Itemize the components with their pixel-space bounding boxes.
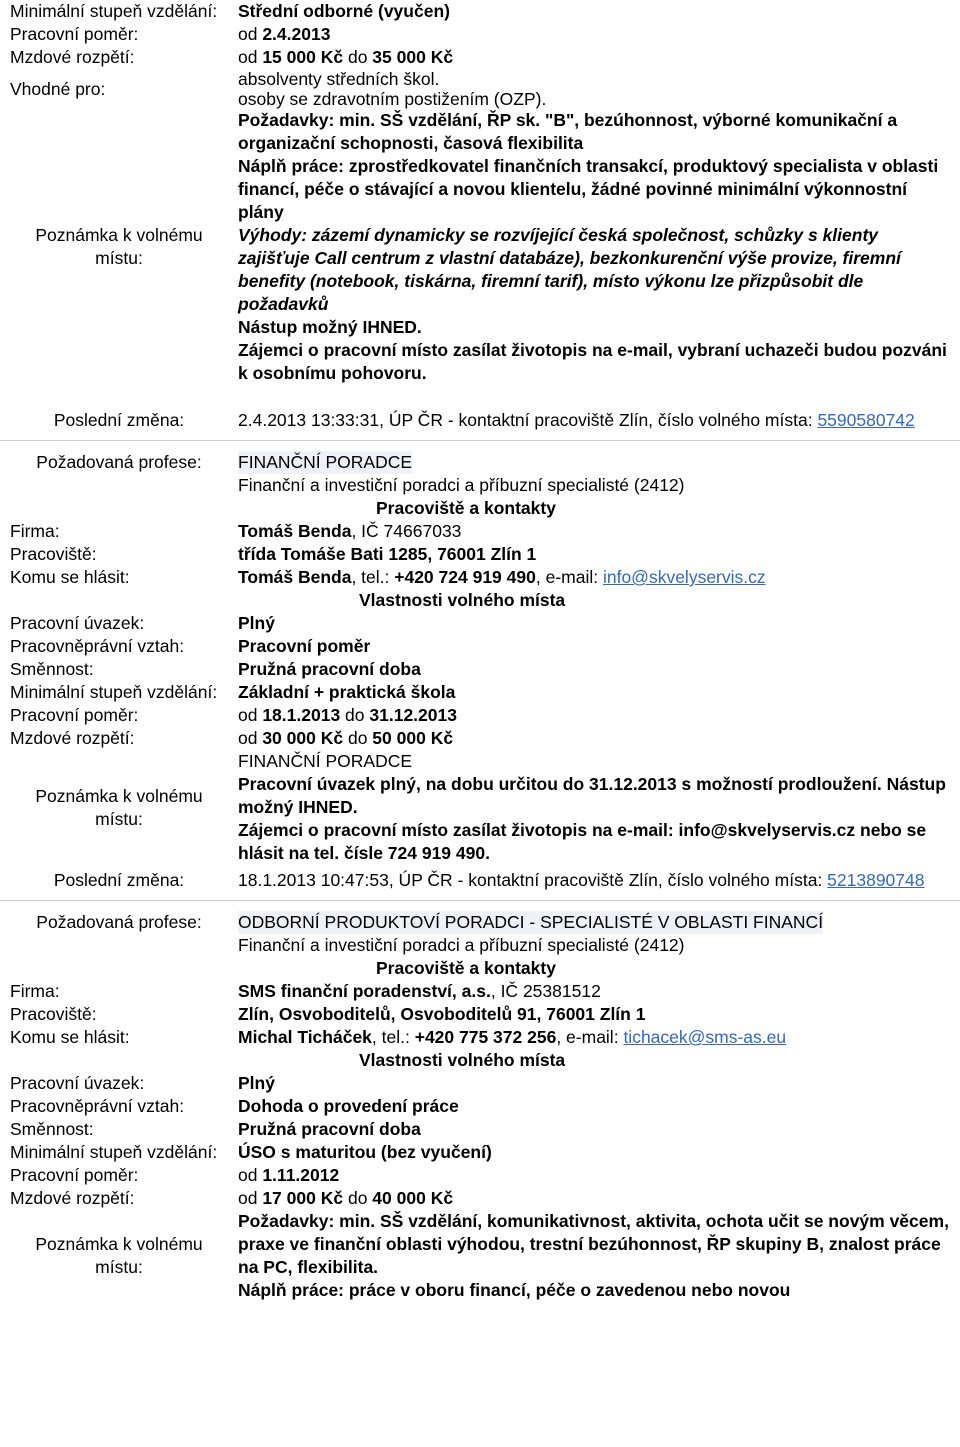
workplace-label: Pracoviště: [10, 1004, 97, 1024]
vacancy-id-link[interactable]: 5213890748 [827, 870, 925, 890]
salary-label: Mzdové rozpětí: [10, 1188, 135, 1208]
contact-row [0, 566, 960, 589]
note-benefits: Výhody: zázemí dynamicky se rozvíjející česká společnost, schůzky s klienty zajišťuje Call centrum z vlastní databáze), bezkonkurenční výše provize, firemní benefity (notebook, tiskárna, firemní tarif), místo výkonu lze přizpůsobit dle požadavků [238, 225, 901, 314]
note-duties: Náplň práce: práce v oboru financí, péče o zavedenou nebo novou [238, 1280, 791, 1300]
last-change-row [0, 869, 960, 892]
contact-label: Komu se hlásit: [10, 1027, 130, 1047]
profession-row [0, 900, 960, 934]
labor-rel-label: Pracovněprávní vztah: [10, 1096, 185, 1116]
work-rel-value: od 2.4.2013 [238, 24, 331, 44]
note-value [238, 1210, 960, 1302]
shift-row [0, 658, 960, 681]
min-edu-value: Střední odborné (vyučen) [238, 1, 450, 21]
workload-value: Plný [238, 613, 275, 633]
work-rel-row [0, 1164, 960, 1187]
contact-row [0, 1026, 960, 1049]
section-header-contacts: Pracoviště a kontakty [376, 958, 556, 978]
suitable-item: osoby se zdravotním postižením (OZP). [238, 89, 547, 109]
workplace-row [0, 1003, 960, 1026]
suitable-value [238, 69, 960, 109]
last-change-value: 2.4.2013 13:33:31, ÚP ČR - kontaktní pracoviště Zlín, číslo volného místa: 5590580742 [238, 410, 915, 430]
category-row [0, 934, 960, 957]
work-rel-value: od 18.1.2013 do 31.12.2013 [238, 705, 457, 725]
note-title: FINANČNÍ PORADCE [238, 751, 413, 771]
section-header-props: Vlastnosti volného místa [359, 1050, 566, 1070]
firm-value: SMS finanční poradenství, a.s., IČ 25381512 [238, 981, 601, 1001]
last-change-row [0, 409, 960, 432]
category-row [0, 474, 960, 497]
note-row [0, 109, 960, 385]
work-rel-label: Pracovní poměr: [10, 1165, 139, 1185]
note-row [0, 1210, 960, 1302]
note-apply: Zájemci o pracovní místo zasílat životopis na e-mail: info@skvelyservis.cz nebo se hlásit na tel. čísle 724 919 490. [238, 820, 927, 863]
firm-row [0, 980, 960, 1003]
labor-rel-value: Dohoda o provedení práce [238, 1096, 459, 1116]
contact-value: Michal Ticháček, tel.: +420 775 372 256, e-mail: tichacek@sms-as.eu [238, 1027, 787, 1047]
min-edu-row [0, 681, 960, 704]
note-requirements: Požadavky: min. SŠ vzdělání, ŘP sk. "B", bezúhonnost, výborné komunikační a organizační schopnosti, časová flexibilita [238, 110, 898, 153]
min-edu-row [0, 1141, 960, 1164]
profession-label: Požadovaná profese: [36, 912, 202, 932]
contact-label: Komu se hlásit: [10, 567, 130, 587]
category-value: Finanční a investiční poradci a příbuzní specialisté (2412) [238, 475, 685, 495]
profession-value [238, 911, 960, 934]
profession-value [238, 451, 960, 474]
salary-label: Mzdové rozpětí: [10, 728, 135, 748]
min-edu-label: Minimální stupeň vzdělání: [10, 1142, 218, 1162]
suitable-label: Vhodné pro: [10, 78, 106, 99]
workplace-row [0, 543, 960, 566]
salary-value: od 17 000 Kč do 40 000 Kč [238, 1188, 454, 1208]
contact-value: Tomáš Benda, tel.: +420 724 919 490, e-mail: info@skvelyservis.cz [238, 567, 766, 587]
note-label: Poznámka k volnému místu: [35, 785, 203, 829]
last-change-label: Poslední změna: [53, 870, 185, 890]
labor-rel-label: Pracovněprávní vztah: [10, 636, 185, 656]
last-change-label: Poslední změna: [53, 410, 185, 430]
profession-title: FINANČNÍ PORADCE [238, 452, 413, 472]
work-rel-row [0, 704, 960, 727]
workplace-value: Zlín, Osvoboditelů, Osvoboditelů 91, 76001 Zlín 1 [238, 1004, 646, 1024]
work-rel-label: Pracovní poměr: [10, 705, 139, 725]
salary-row [0, 727, 960, 750]
suitable-row [0, 69, 960, 109]
shift-label: Směnnost: [10, 1119, 94, 1139]
contact-email-link[interactable]: tichacek@sms-as.eu [623, 1027, 787, 1047]
min-edu-label: Minimální stupeň vzdělání: [10, 682, 218, 702]
workload-label: Pracovní úvazek: [10, 613, 145, 633]
min-edu-label: Minimální stupeň vzdělání: [10, 1, 218, 21]
salary-row [0, 46, 960, 69]
work-rel-row [0, 23, 960, 46]
contact-email-link[interactable]: info@skvelyservis.cz [602, 567, 766, 587]
salary-label: Mzdové rozpětí: [10, 47, 135, 67]
suitable-item: absolventy středních škol. [238, 69, 440, 89]
section-header-props: Vlastnosti volného místa [359, 590, 566, 610]
labor-rel-row [0, 635, 960, 658]
min-edu-value: Základní + praktická škola [238, 682, 456, 702]
work-rel-value: od 1.11.2012 [238, 1165, 340, 1185]
note-label: Poznámka k volnému místu: [35, 225, 203, 268]
salary-value: od 30 000 Kč do 50 000 Kč [238, 728, 454, 748]
workload-label: Pracovní úvazek: [10, 1073, 145, 1093]
salary-value: od 15 000 Kč do 35 000 Kč [238, 47, 454, 67]
workload-value: Plný [238, 1073, 275, 1093]
note-apply: Zájemci o pracovní místo zasílat životopis na e-mail, vybraní uchazeči budou pozváni k osobnímu pohovoru. [238, 340, 947, 383]
shift-value: Pružná pracovní doba [238, 1119, 421, 1139]
labor-rel-row [0, 1095, 960, 1118]
note-terms: Pracovní úvazek plný, na dobu určitou do 31.12.2013 s možností prodloužení. Nástup možný IHNED. [238, 774, 946, 817]
shift-row [0, 1118, 960, 1141]
salary-row [0, 1187, 960, 1210]
last-change-value: 18.1.2013 10:47:53, ÚP ČR - kontaktní pracoviště Zlín, číslo volného místa: 5213890748 [238, 870, 925, 890]
profession-row [0, 440, 960, 474]
firm-label: Firma: [10, 521, 60, 541]
min-edu-value: ÚSO s maturitou (bez vyučení) [238, 1142, 492, 1162]
note-duties: Náplň práce: zprostředkovatel finančních transakcí, produktový specialista v oblasti financí, péče o stávající a novou klientelu, žádné povinné minimální výkonnostní plány [238, 156, 939, 222]
firm-label: Firma: [10, 981, 60, 1001]
note-label: Poznámka k volnému místu: [35, 1234, 203, 1277]
note-start: Nástup možný IHNED. [238, 317, 422, 337]
section-header-contacts: Pracoviště a kontakty [376, 498, 556, 518]
profession-label: Požadovaná profese: [36, 452, 202, 472]
category-value: Finanční a investiční poradci a příbuzní specialisté (2412) [238, 935, 685, 955]
workplace-label: Pracoviště: [10, 544, 97, 564]
note-value [238, 750, 960, 865]
firm-row [0, 520, 960, 543]
shift-value: Pružná pracovní doba [238, 659, 421, 679]
work-rel-label: Pracovní poměr: [10, 24, 139, 44]
labor-rel-value: Pracovní poměr [238, 636, 371, 656]
vacancy-id-link[interactable]: 5590580742 [817, 410, 915, 430]
workload-row [0, 612, 960, 635]
note-value [238, 109, 960, 385]
note-requirements: Požadavky: min. SŠ vzdělání, komunikativnost, aktivita, ochota učit se novým věcem, praxe ve finanční oblasti výhodou, trestní bezúhonnost, ŘP skupiny B, znalost práce na PC, flexibilita. [238, 1211, 949, 1277]
workplace-value: třída Tomáše Bati 1285, 76001 Zlín 1 [238, 544, 537, 564]
profession-title: ODBORNÍ PRODUKTOVÍ PORADCI - SPECIALISTÉ V OBLASTI FINANCÍ [238, 912, 824, 932]
firm-value: Tomáš Benda, IČ 74667033 [238, 521, 462, 541]
workload-row [0, 1072, 960, 1095]
min-edu-row [0, 0, 960, 23]
note-row [0, 750, 960, 865]
shift-label: Směnnost: [10, 659, 94, 679]
